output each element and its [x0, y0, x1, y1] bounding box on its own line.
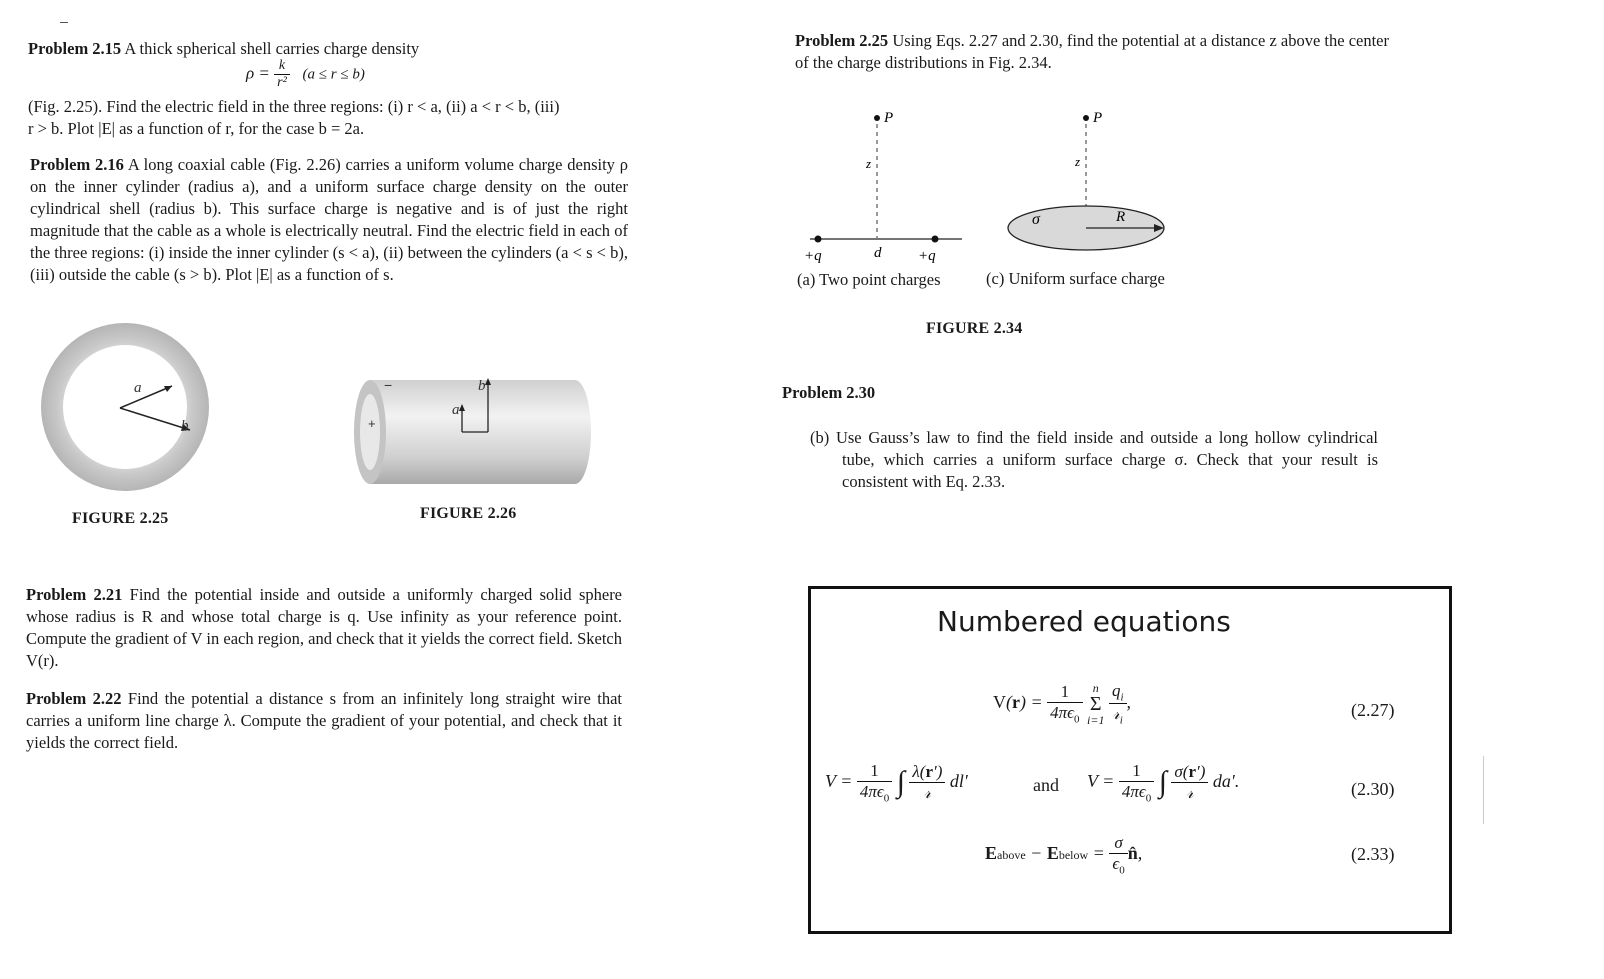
label-z: z: [1075, 154, 1081, 169]
equation-number-2-27: (2.27): [1351, 700, 1395, 720]
problem-2-15: [28, 38, 628, 60]
figure-2-26-caption: FIGURE 2.26: [420, 505, 517, 522]
problem-body: Using Eqs. 2.27 and 2.30, find the potential at a distance z above the center of the charge distributions in Fig. 2.34.: [795, 31, 1389, 72]
label-d: d: [874, 245, 882, 261]
plus-sign: +: [368, 416, 376, 431]
equation-2-33: Eabove − Ebelow = $\frac{\sigma}{\epsilon_0}$ n̂,: [985, 833, 1143, 877]
problem-title: Problem 2.25: [795, 31, 889, 50]
problem-title: Problem 2.15: [28, 39, 122, 58]
label-p: P: [884, 110, 894, 126]
equation-2-27: V(r) = $\frac{1}{4\pi\epsilon_0}$ n Σ i=1 $\frac{q_i}{𝓇_i}$ ,: [993, 680, 1132, 727]
label-b: b: [478, 378, 486, 394]
label-a: a: [134, 380, 142, 396]
problem-body: Find the potential inside and outside a uniformly charged solid sphere whose radius is R and whose total charge is q. Use infinity as your reference point. Compute the gradient of V in each region, and check that it yields the correct field. Sketch V(r).: [26, 585, 623, 670]
problem-body: A long coaxial cable (Fig. 2.26) carries a uniform volume charge density ρ on the inner cylinder (radius a), and a uniform surface charge density on the outer cylindrical shell (radius b). This surface charge is negative and is of just the right magnitude that the cable as a whole is electrically neutral. Find the electric field in each of the three regions: (i) inside the inner cylinder (s < a), (ii) between the cylinders (a < s < b), (iii) outside the cable (s > b). Plot |E| as a function of s.: [30, 155, 628, 284]
figure-2-25-shell: [40, 322, 210, 492]
label-q2: +q: [918, 248, 936, 264]
and-word: and: [1033, 775, 1059, 795]
problem-2-21: [26, 584, 622, 672]
problem-title: Problem 2.21: [26, 585, 123, 604]
margin-line: [1483, 756, 1484, 824]
figure-2-26-cable: [350, 370, 595, 490]
equation-number-2-33: (2.33): [1351, 844, 1395, 864]
equations-title: Numbered equations: [937, 605, 1231, 638]
problem-2-15-body: (Fig. 2.25). Find the electric field in the three regions: (i) r < a, (ii) a < r < b, (iii) r > b. Plot |E| as a function of r, for the case b = 2a.: [28, 97, 560, 138]
stray-mark: [60, 22, 68, 23]
figure-2-34-diagrams: [790, 100, 1190, 270]
problem-title: Problem 2.22: [26, 689, 122, 708]
label-z: z: [866, 156, 872, 171]
problem-2-16: [30, 154, 628, 286]
label-q1: +q: [804, 248, 822, 264]
problem-2-30-part-b: (b) Use Gauss’s law to find the field inside and outside a long hollow cylindrical tube, which carries a uniform surface charge σ. Check that your result is consistent with Eq. 2.33.: [810, 428, 1378, 491]
problem-title: Problem 2.16: [30, 155, 124, 174]
problem-2-22: [26, 688, 622, 754]
figure-2-25-caption: FIGURE 2.25: [72, 510, 169, 527]
problem-intro: A thick spherical shell carries charge density: [124, 39, 420, 58]
equation-2-30: V = $\frac{1}{4\pi\epsilon_0}$ ∫ $\frac{\lambda(r')}{\text{𝓇}}$ dl′: [825, 761, 968, 805]
label-sigma: σ: [1032, 211, 1040, 228]
problem-2-25: [795, 30, 1395, 74]
label-a: a: [452, 402, 460, 418]
label-b: b: [181, 418, 189, 434]
label-r: R: [1116, 209, 1126, 225]
numbered-equations-box: [808, 586, 1452, 934]
figure-2-34-caption: FIGURE 2.34: [926, 320, 1023, 337]
problem-2-30-title: Problem 2.30: [782, 383, 876, 402]
problem-body: Find the potential a distance s from an infinitely long straight wire that carries a uniform line charge λ. Compute the gradient of your potential, and check that it yields the correct field.: [26, 689, 623, 752]
label-p: P: [1093, 110, 1103, 126]
equation-number-2-30: (2.30): [1351, 779, 1395, 799]
equation-2-30-surface: V = $\frac{1}{4\pi\epsilon_0}$ ∫ $\frac{\sigma(r')}{\text{𝓇}}$ da′.: [1087, 761, 1240, 805]
equation-rho: ρ = $\frac{k}{\text{r²}}$ (a ≤ r ≤ b): [246, 58, 365, 90]
minus-sign: −: [384, 377, 393, 393]
figure-2-34-a-caption: (a) Two point charges: [797, 270, 941, 289]
figure-2-34-c-caption: (c) Uniform surface charge: [986, 269, 1165, 288]
